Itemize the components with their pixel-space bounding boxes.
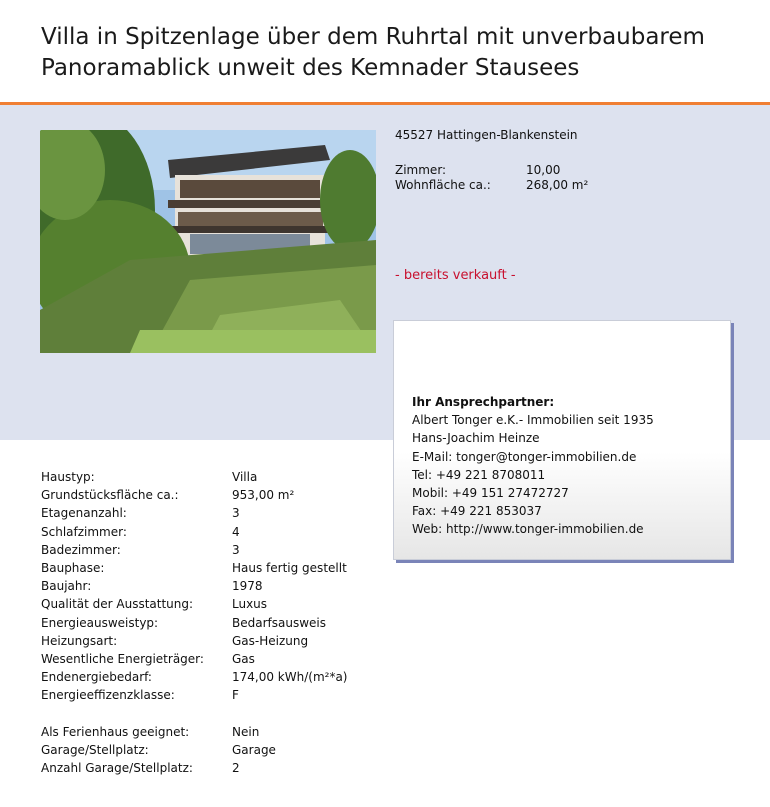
detail-label: Endenergiebedarf: <box>41 670 152 685</box>
detail-row <box>41 686 347 704</box>
detail-label: Badezimmer: <box>41 542 121 557</box>
detail-value: 2 <box>232 761 240 775</box>
detail-label: Schlafzimmer: <box>41 524 127 539</box>
detail-value: F <box>232 688 239 703</box>
detail-label: Als Ferienhaus geeignet: <box>41 724 190 739</box>
detail-value: 3 <box>232 506 240 521</box>
key-facts <box>395 163 588 193</box>
detail-label: Grundstücksfläche ca.: <box>41 488 179 503</box>
detail-label: Energieausweistyp: <box>41 615 159 630</box>
contact-tel: Tel: +49 221 8708011 <box>412 467 546 482</box>
fact-label: Wohnfläche ca.: <box>395 178 491 192</box>
detail-value: 1978 <box>232 579 263 594</box>
detail-label: Etagenanzahl: <box>41 506 127 521</box>
detail-value: Haus fertig gestellt <box>232 560 347 575</box>
villa-photo <box>40 130 376 353</box>
detail-row <box>41 741 347 759</box>
detail-label: Anzahl Garage/Stellplatz: <box>41 761 193 775</box>
contact-email[interactable]: E-Mail: tonger@tonger-immobilien.de <box>412 449 637 464</box>
detail-row <box>41 504 347 522</box>
fact-row-rooms <box>395 163 588 178</box>
page-title <box>41 22 751 84</box>
fact-row-living-area <box>395 178 588 193</box>
detail-label: Energieeffizenzklasse: <box>41 688 175 703</box>
fact-value: 268,00 m² <box>526 178 589 192</box>
contact-box <box>393 320 731 560</box>
contact-fax: Fax: +49 221 853037 <box>412 504 542 519</box>
detail-row <box>41 577 347 595</box>
fact-value: 10,00 <box>526 163 561 177</box>
detail-label: Wesentliche Energieträger: <box>41 651 204 666</box>
detail-row <box>41 759 347 777</box>
detail-value: 953,00 m² <box>232 488 295 503</box>
detail-value: Bedarfsausweis <box>232 615 326 630</box>
detail-row <box>41 486 347 504</box>
detail-row <box>41 559 347 577</box>
property-details <box>41 468 347 777</box>
detail-value: 4 <box>232 524 240 539</box>
detail-row <box>41 595 347 613</box>
detail-value: 3 <box>232 542 240 557</box>
title-line-2: Panoramablick unweit des Kemnader Stausees <box>41 55 580 81</box>
detail-row <box>41 541 347 559</box>
detail-value: Gas <box>232 651 255 666</box>
detail-value: 174,00 kWh/(m²*a) <box>232 670 348 685</box>
detail-label: Heizungsart: <box>41 633 118 648</box>
fact-label: Zimmer: <box>395 163 447 177</box>
detail-label: Haustyp: <box>41 470 95 484</box>
detail-row <box>41 614 347 632</box>
detail-row <box>41 723 347 741</box>
contact-heading: Ihr Ansprechpartner: <box>412 395 555 409</box>
detail-value: Luxus <box>232 597 268 612</box>
contact-mobil: Mobil: +49 151 27472727 <box>412 486 569 501</box>
contact-person: Hans-Joachim Heinze <box>412 431 540 446</box>
status-sold: - bereits verkauft - <box>395 268 516 283</box>
contact-web[interactable]: Web: http://www.tonger-immobilien.de <box>412 522 644 537</box>
detail-value: Villa <box>232 470 258 484</box>
location: 45527 Hattingen-Blankenstein <box>395 128 578 142</box>
detail-label: Qualität der Ausstattung: <box>41 597 194 612</box>
contact-company: Albert Tonger e.K.- Immobilien seit 1935 <box>412 413 654 428</box>
detail-row <box>41 668 347 686</box>
detail-row <box>41 632 347 650</box>
detail-row <box>41 468 347 486</box>
detail-row <box>41 650 347 668</box>
detail-row <box>41 523 347 541</box>
detail-label: Garage/Stellplatz: <box>41 742 149 757</box>
detail-value: Nein <box>232 724 260 739</box>
detail-value: Gas-Heizung <box>232 633 309 648</box>
detail-label: Bauphase: <box>41 560 105 575</box>
detail-value: Garage <box>232 742 276 757</box>
title-line-1: Villa in Spitzenlage über dem Ruhrtal mit unverbaubarem <box>41 24 705 50</box>
detail-label: Baujahr: <box>41 579 92 594</box>
